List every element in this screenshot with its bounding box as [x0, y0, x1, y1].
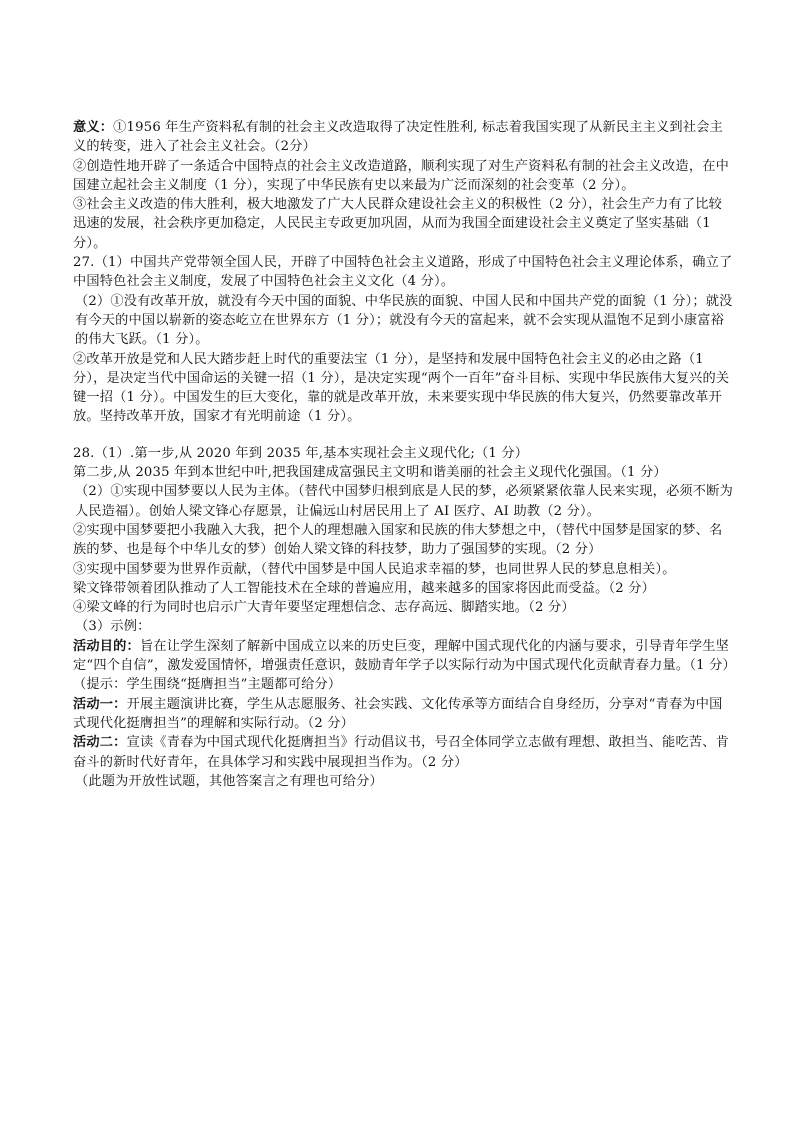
- q27-part-2-point-2: ②改革开放是党和人民大踏步赶上时代的重要法宝（1 分），是坚持和发展中国特色社会主义的必由之路（1 分），是决定当代中国命运的关键一招（1 分），是决定实现“两个一百年”奋斗目标、实现中华民族伟大复兴的关键一招（1 分）。中国发生的巨大变化，靠的就是改革开放，未来要实现中华民族的伟大复兴，仍然要靠改革开放。坚持改革开放，国家才有光明前途（1 分）。: [73, 351, 730, 425]
- q28-part-2-point-4: ④梁文峰的行为同时也启示广大青年要坚定理想信念、志存高远、脚踏实地。（2 分）: [73, 600, 575, 616]
- spacer: [73, 427, 733, 444]
- q28-part-2-point-2: ②实现中国梦要把小我融入大我，把个人的理想融入国家和民族的伟大梦想之中，（替代中国梦是国家的梦、名族的梦、也是每个中华儿女的梦）创始人梁文锋的科技梦，助力了强国梦的实现。（2 分）: [73, 522, 723, 558]
- activity-two-text: 宣读《青春为中国式现代化挺膺担当》行动倡议书，号召全体同学立志做有理想、敢担当、能吃苦、肯奋斗的新时代好青年，在具体学习和实践中展现担当作为。（2 分）: [73, 735, 729, 770]
- q28-part-2-point-1: （2）①实现中国梦要以人民为主体。（替代中国梦归根到底是人民的梦，必须紧紧依靠人民来实现，必须不断为人民造福）。创始人梁文锋心存愿景，让偏远山村居民用上了 AI 医疗、AI 助教（2 分）。: [75, 484, 733, 519]
- activity-one-text: 开展主题演讲比赛，学生从志愿服务、社会实践、文化传承等方面结合自身经历，分享对“青春为中国式现代化挺膺担当”的理解和实际行动。（2 分）: [73, 696, 723, 731]
- significance-label: 意义：: [73, 120, 114, 135]
- q27-part-2-point-1: （2）①没有改革开放，就没有今天中国的面貌、中华民族的面貌、中国人民和中国共产党的面貌（1 分）；就没有今天的中国以崭新的姿态屹立在世界东方（1 分）；就没有今天的富起来，就不会实现从温饱不足到小康富裕的伟大飞跃。（1 分）。: [75, 293, 733, 348]
- significance-point-1: ①1956 年生产资料私有制的社会主义改造取得了决定性胜利, 标志着我国实现了从新民主主义到社会主义的转变，进入了社会主义社会。（2分）: [73, 120, 723, 155]
- q28-part-2-point-3-cont: 梁文锋带领着团队推动了人工智能技术在全球的普遍应用，越来越多的国家将因此而受益。（2 分）: [73, 580, 656, 596]
- q27-part-1: 27.（1）中国共产党带领全国人民，开辟了中国特色社会主义道路，形成了中国特色社会主义理论体系，确立了中国特色社会主义制度，发展了中国特色社会主义文化（4 分）。: [73, 255, 733, 290]
- activity-one: [73, 695, 733, 734]
- q28-part-1-step-1: 28.（1）.第一步,从 2020 年到 2035 年,基本实现社会主义现代化;（1 分）: [73, 445, 529, 461]
- activity-two: [73, 733, 733, 772]
- significance-point-3: ③社会主义改造的伟大胜利，极大地激发了广大人民群众建设社会主义的积极性（2 分），社会生产力有了比较迅速的发展，社会秩序更加稳定，人民民主专政更加巩固，从而为我国全面建设社会主义奠定了坚实基础（1 分）。: [73, 197, 722, 251]
- significance-point-2: ②创造性地开辟了一条适合中国特点的社会主义改造道路，顺利实现了对生产资料私有制的社会主义改造，在中国建立起社会主义制度（1 分），实现了中华民族有史以来最为广泛而深刻的社会变革（2 分）。: [73, 158, 729, 193]
- answer-key-document: [73, 118, 733, 791]
- q28-part-3-heading: （3）示例：: [75, 619, 151, 635]
- activity-two-label: 活动二：: [73, 735, 127, 751]
- activity-purpose: [73, 637, 733, 695]
- activity-one-label: 活动一：: [73, 696, 127, 712]
- paragraph-significance: [73, 118, 733, 157]
- q28-part-2-point-3: ③实现中国梦要为世界作贡献，（替代中国梦是中国人民追求幸福的梦，也同世界人民的梦息息相关）。: [73, 561, 676, 577]
- open-question-note: （此题为开放性试题，其他答案言之有理也可给分）: [75, 773, 383, 789]
- q28-part-1-step-2: 第二步,从 2035 年到本世纪中叶,把我国建成富强民主文明和谐美丽的社会主义现代化强国。（1 分）: [73, 465, 667, 481]
- activity-purpose-label: 活动目的：: [73, 638, 140, 654]
- activity-purpose-text: 旨在让学生深刻了解新中国成立以来的历史巨变，理解中国式现代化的内涵与要求，引导青年学生坚定“四个自信”，激发爱国情怀，增强责任意识，鼓励青年学子以实际行动为中国式现代化贡献青春力量。（1 分）（提示：学生围绕“挺膺担当”主题都可给分）: [73, 638, 730, 693]
